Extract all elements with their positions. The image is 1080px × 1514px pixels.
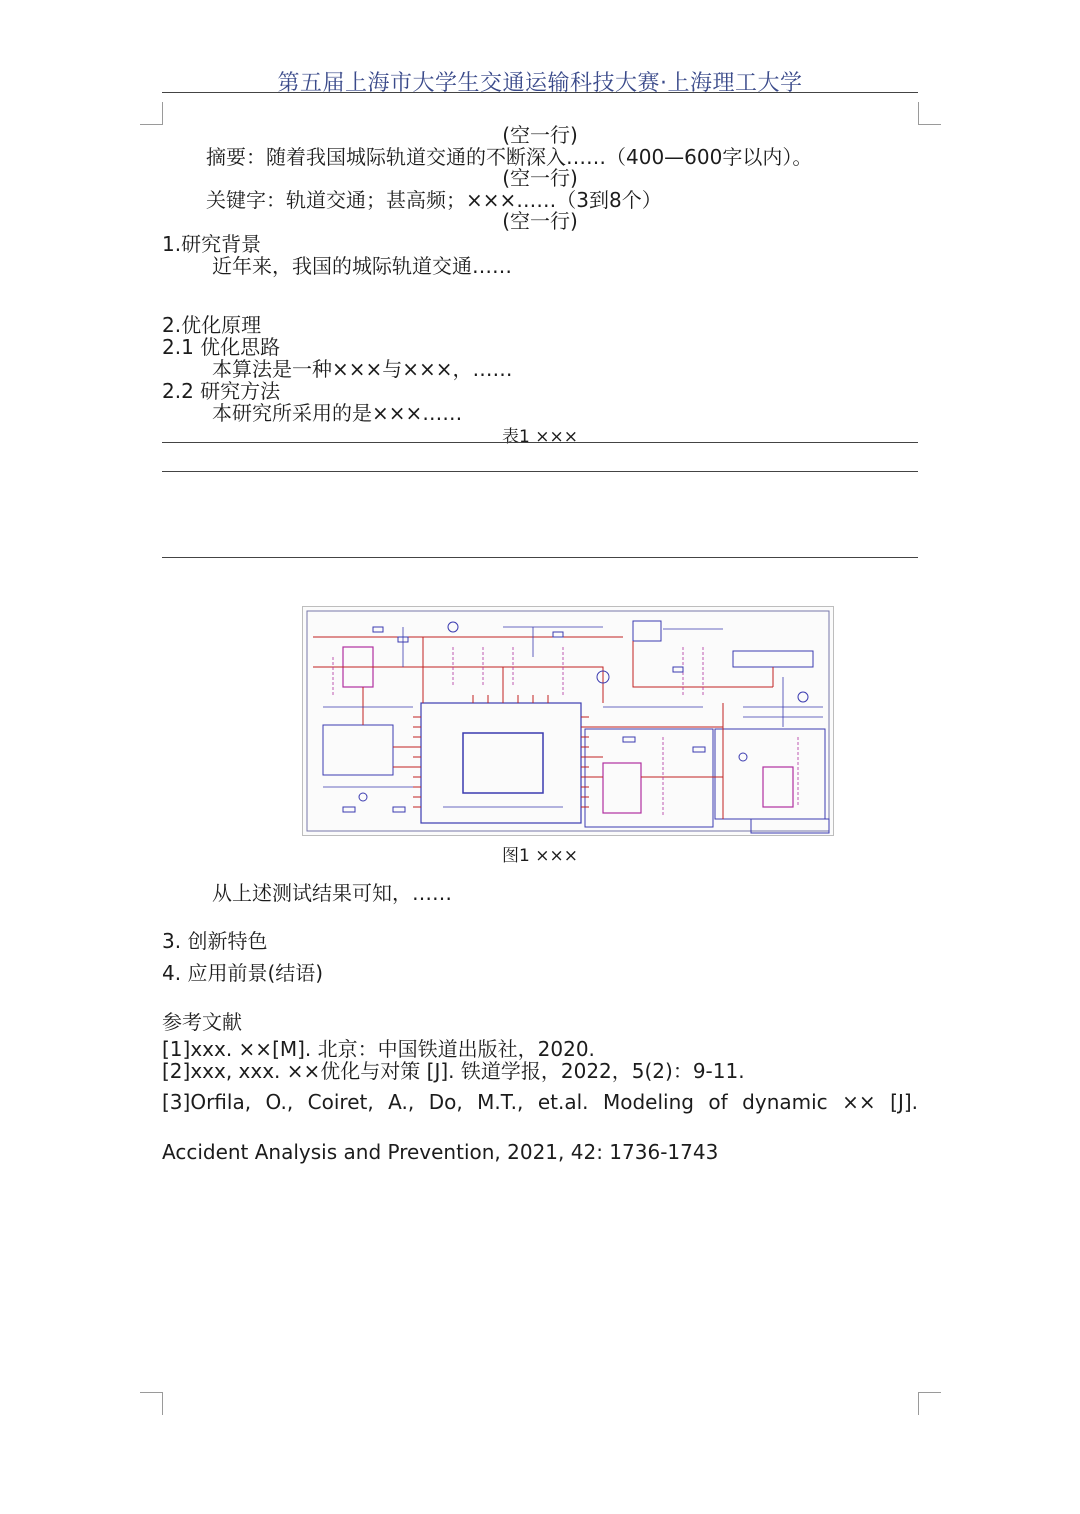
document-header-title: 第五届上海市大学生交通运输科技大赛·上海理工大学 (277, 71, 803, 96)
header-rule (162, 92, 918, 93)
section-2-1-title: 2.1 优化思路 (162, 335, 281, 359)
section-2-2-title: 2.2 研究方法 (162, 379, 281, 403)
section-3-title: 3. 创新特色 (162, 929, 268, 953)
abstract-text: 摘要：随着我国城际轨道交通的不断深入……（400—600字以内）。 (206, 145, 813, 169)
corner-mark-bottom-left (140, 1392, 163, 1415)
blank-line-note: (空一行) (502, 123, 578, 147)
conclusion-paragraph: 从上述测试结果可知，…… (212, 881, 452, 905)
corner-mark-top-left (140, 102, 163, 125)
references-title: 参考文献 (162, 1010, 242, 1034)
section-2-1-body: 本算法是一种×××与×××，…… (212, 357, 513, 381)
reference-item: [1]xxx. ××[M]. 北京：中国铁道出版社，2020. (162, 1037, 595, 1061)
table-top-rule (162, 442, 918, 443)
section-2-2-body: 本研究所采用的是×××…… (212, 401, 463, 425)
figure-circuit-schematic (302, 606, 834, 836)
corner-mark-top-right (918, 102, 941, 125)
table-caption: 表1 ××× (502, 427, 578, 447)
section-2-title: 2.优化原理 (162, 313, 262, 337)
blank-line-note: (空一行) (502, 166, 578, 190)
reference-item-continuation: Accident Analysis and Prevention, 2021, 42: 1736-1743 (162, 1140, 719, 1164)
reference-item: [2]xxx, xxx. ××优化与对策 [J]. 铁道学报，2022，5(2)：9-11. (162, 1059, 745, 1083)
reference-item: [3]Orfila, O., Coiret, A., Do, M.T., et.al. Modeling of dynamic ×× [J]. (162, 1090, 918, 1114)
table-bottom-rule (162, 557, 918, 558)
section-4-title: 4. 应用前景(结语) (162, 961, 324, 985)
corner-mark-bottom-right (918, 1392, 941, 1415)
table-header-rule (162, 471, 918, 472)
keywords-text: 关键字：轨道交通；甚高频；×××……（3到8个） (206, 188, 662, 212)
figure-caption: 图1 ××× (502, 846, 578, 866)
section-1-title: 1.研究背景 (162, 232, 262, 256)
section-1-body: 近年来，我国的城际轨道交通…… (212, 254, 512, 278)
blank-line-note: (空一行) (502, 209, 578, 233)
schematic-drawing (303, 607, 833, 835)
